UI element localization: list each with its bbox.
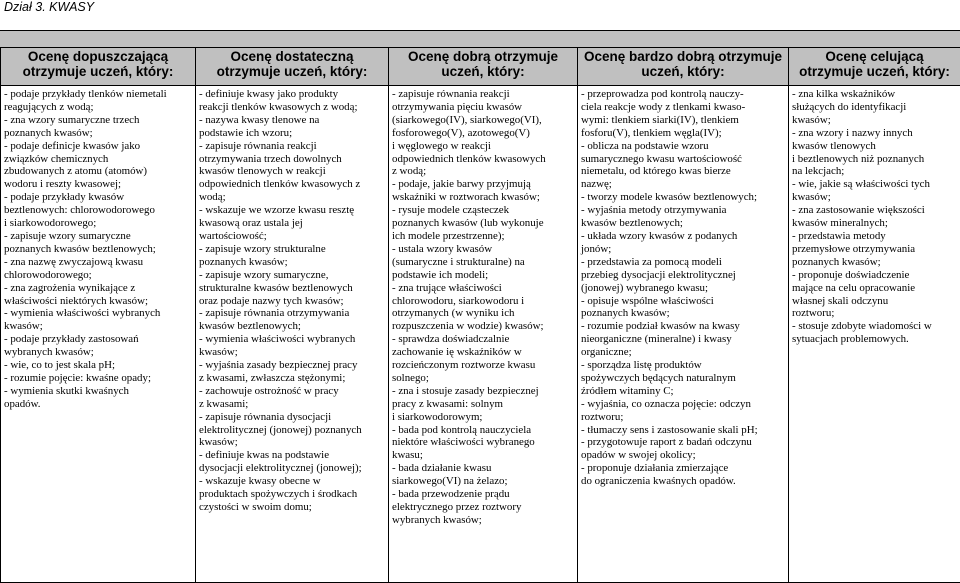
header-grade-dostateczna <box>196 48 389 86</box>
criteria-line: zbudowanych z atomu (atomów) <box>4 165 192 178</box>
criteria-line: - wyjaśnia metody otrzymywania <box>581 204 785 217</box>
criteria-line: i węglowego w reakcji <box>392 140 574 153</box>
criteria-line: chlorowodorowego; <box>4 269 192 282</box>
criteria-line: - rozumie pojęcie: kwaśne opady; <box>4 372 192 385</box>
criteria-line: wskaźniki w roztworach kwasów; <box>392 191 574 204</box>
criteria-line: wybranych kwasów; <box>4 346 192 359</box>
criteria-line: solnego; <box>392 372 574 385</box>
criteria-line: - zapisuje równania otrzymywania <box>199 307 385 320</box>
criteria-line: (siarkowego(IV), siarkowego(VI), <box>392 114 574 127</box>
criteria-line: - ustala wzory kwasów <box>392 243 574 256</box>
criteria-line: wodą; <box>199 191 385 204</box>
criteria-line: do ograniczenia kwaśnych opadów. <box>581 475 785 488</box>
criteria-line: - definiuje kwas na podstawie <box>199 449 385 462</box>
criteria-line: spożywczych będących naturalnym <box>581 372 785 385</box>
criteria-line: właściwości niektórych kwasów; <box>4 295 192 308</box>
criteria-line: opadów. <box>4 398 192 411</box>
header-line: Ocenę dopuszczającą <box>28 49 168 64</box>
criteria-line: kwasów beztlenowych; <box>581 217 785 230</box>
criteria-line: - sprawdza doświadczalnie <box>392 333 574 346</box>
criteria-line: podstawie ich wzoru; <box>199 127 385 140</box>
criteria-line: - nazywa kwasy tlenowe na <box>199 114 385 127</box>
criteria-line: - tłumaczy sens i zastosowanie skali pH; <box>581 424 785 437</box>
header-grade-dopuszczajaca <box>1 48 196 86</box>
criteria-line: nieorganiczne (mineralne) i kwasy <box>581 333 785 346</box>
criteria-line: - wskazuje we wzorze kwasu resztę <box>199 204 385 217</box>
criteria-line: kwasów beztlenowych; <box>199 320 385 333</box>
criteria-line: - tworzy modele kwasów beztlenowych; <box>581 191 785 204</box>
header-line: otrzymuje uczeń, który: <box>217 64 368 79</box>
criteria-line: - przedstawia metody <box>792 230 957 243</box>
grading-criteria-table <box>0 47 960 583</box>
criteria-line: kwasów tlenowych <box>792 140 957 153</box>
criteria-line: zachowanie ię wskaźników w <box>392 346 574 359</box>
criteria-line: - podaje przykłady kwasów <box>4 191 192 204</box>
criteria-line: - zna kilka wskaźników <box>792 88 957 101</box>
criteria-line: - stosuje zdobyte wiadomości w <box>792 320 957 333</box>
criteria-line: niemetalu, od którego kwas bierze <box>581 165 785 178</box>
criteria-line: ich modele przestrzenne); <box>392 230 574 243</box>
criteria-line: poznanych kwasów; <box>792 256 957 269</box>
criteria-line: - bada działanie kwasu <box>392 462 574 475</box>
criteria-line: - bada pod kontrolą nauczyciela <box>392 424 574 437</box>
criteria-line: kwasów; <box>792 191 957 204</box>
criteria-line: rozcieńczonym roztworze kwasu <box>392 359 574 372</box>
criteria-line: siarkowego(VI) na żelazo; <box>392 475 574 488</box>
criteria-line: - zna wzory sumaryczne trzech <box>4 114 192 127</box>
criteria-line: - podaje przykłady zastosowań <box>4 333 192 346</box>
criteria-line: fosforowego(V), azotowego(V) <box>392 127 574 140</box>
criteria-line: - wymienia skutki kwaśnych <box>4 385 192 398</box>
criteria-line: niektóre właściwości wybranego <box>392 436 574 449</box>
criteria-line: ciela reakcje wody z tlenkami kwaso- <box>581 101 785 114</box>
header-line: Ocenę bardzo dobrą otrzymuje <box>584 49 782 64</box>
criteria-line: źródłem witaminy C; <box>581 385 785 398</box>
criteria-line: z kwasami, zwłaszcza stężonymi; <box>199 372 385 385</box>
criteria-line: przebieg dysocjacji elektrolitycznej <box>581 269 785 282</box>
criteria-line: - definiuje kwasy jako produkty <box>199 88 385 101</box>
criteria-line: i beztlenowych niż poznanych <box>792 153 957 166</box>
criteria-line: dysocjacji elektrolitycznej (jonowej); <box>199 462 385 475</box>
criteria-line: - bada przewodzenie prądu <box>392 488 574 501</box>
criteria-line: sumarycznego kwasu wartościowość <box>581 153 785 166</box>
criteria-line: - zapisuje równania reakcji <box>392 88 574 101</box>
criteria-line: otrzymywania trzech dowolnych <box>199 153 385 166</box>
criteria-line: własnej skali odczynu <box>792 295 957 308</box>
criteria-line: poznanych kwasów beztlenowych; <box>4 243 192 256</box>
criteria-line: (sumaryczne i strukturalne) na <box>392 256 574 269</box>
criteria-line: opadów w swojej okolicy; <box>581 449 785 462</box>
document-title: Dział 3. KWASY <box>4 0 94 14</box>
header-line: otrzymuje uczeń, który: <box>23 64 174 79</box>
criteria-line: wodoru i reszty kwasowej; <box>4 178 192 191</box>
criteria-line: - proponuje doświadczenie <box>792 269 957 282</box>
criteria-line: - oblicza na podstawie wzoru <box>581 140 785 153</box>
criteria-line: otrzymanych (w wyniku ich <box>392 307 574 320</box>
criteria-line: - podaje definicje kwasów jako <box>4 140 192 153</box>
criteria-line: - podaje, jakie barwy przyjmują <box>392 178 574 191</box>
criteria-line: - wie, co to jest skala pH; <box>4 359 192 372</box>
criteria-line: kwasu; <box>392 449 574 462</box>
criteria-line: roztworu; <box>581 411 785 424</box>
criteria-line: - zna zastosowanie większości <box>792 204 957 217</box>
criteria-line: mające na celu opracowanie <box>792 282 957 295</box>
criteria-line: - wymienia właściwości wybranych <box>4 307 192 320</box>
criteria-line: - rozumie podział kwasów na kwasy <box>581 320 785 333</box>
criteria-line: kwasów mineralnych; <box>792 217 957 230</box>
criteria-line: - przygotowuje raport z badań odczynu <box>581 436 785 449</box>
criteria-cell-dostateczna <box>196 86 389 583</box>
criteria-line: (jonowej) wybranego kwasu; <box>581 282 785 295</box>
criteria-line: - sporządza listę produktów <box>581 359 785 372</box>
criteria-line: - wyjaśnia, co oznacza pojęcie: odczyn <box>581 398 785 411</box>
criteria-line: - zna zagrożenia wynikające z <box>4 282 192 295</box>
criteria-line: - zna nazwę zwyczajową kwasu <box>4 256 192 269</box>
criteria-cell-dobra <box>389 86 578 583</box>
header-line: otrzymuje uczeń, który: <box>799 64 950 79</box>
criteria-line: przemysłowe otrzymywania <box>792 243 957 256</box>
criteria-line: poznanych kwasów; <box>4 127 192 140</box>
criteria-line: kwasów; <box>792 114 957 127</box>
criteria-line: czystości w swoim domu; <box>199 501 385 514</box>
header-grade-dobra <box>389 48 578 86</box>
criteria-table-wrapper <box>0 30 960 581</box>
criteria-line: - zapisuje równania dysocjacji <box>199 411 385 424</box>
criteria-line: strukturalne kwasów beztlenowych <box>199 282 385 295</box>
criteria-line: związków chemicznych <box>4 153 192 166</box>
criteria-line: wybranych kwasów; <box>392 514 574 527</box>
criteria-line: poznanych kwasów (lub wykonuje <box>392 217 574 230</box>
criteria-line: - zna wzory i nazwy innych <box>792 127 957 140</box>
criteria-line: elektrycznego przez roztwory <box>392 501 574 514</box>
criteria-line: - wskazuje kwasy obecne w <box>199 475 385 488</box>
criteria-row <box>1 86 960 583</box>
criteria-line: - zapisuje równania reakcji <box>199 140 385 153</box>
criteria-line: podstawie ich modeli; <box>392 269 574 282</box>
criteria-line: - rysuje modele cząsteczek <box>392 204 574 217</box>
criteria-cell-bardzo-dobra <box>578 86 789 583</box>
criteria-line: - zapisuje wzory sumaryczne, <box>199 269 385 282</box>
criteria-cell-dopuszczajaca <box>1 86 196 583</box>
criteria-line: odpowiednich tlenków kwasowych <box>392 153 574 166</box>
criteria-line: kwasów; <box>199 436 385 449</box>
criteria-line: - wymienia właściwości wybranych <box>199 333 385 346</box>
header-row <box>1 48 960 86</box>
criteria-line: produktach spożywczych i środkach <box>199 488 385 501</box>
criteria-line: kwasów tlenowych w reakcji <box>199 165 385 178</box>
criteria-line: reakcji tlenków kwasowych z wodą; <box>199 101 385 114</box>
criteria-line: roztworu; <box>792 307 957 320</box>
criteria-line: organiczne; <box>581 346 785 359</box>
criteria-line: - opisuje wspólne właściwości <box>581 295 785 308</box>
criteria-line: jonów; <box>581 243 785 256</box>
criteria-line: - wyjaśnia zasady bezpiecznej pracy <box>199 359 385 372</box>
criteria-line: i siarkowodorowym; <box>392 411 574 424</box>
criteria-line: fosforu(V), tlenkiem węgla(IV); <box>581 127 785 140</box>
criteria-line: rozpuszczenia w wodzie) kwasów; <box>392 320 574 333</box>
criteria-line: odpowiednich tlenków kwasowych z <box>199 178 385 191</box>
criteria-line: - przeprowadza pod kontrolą nauczy- <box>581 88 785 101</box>
criteria-line: wymi: tlenkiem siarki(IV), tlenkiem <box>581 114 785 127</box>
header-line: Ocenę celującą <box>825 49 923 64</box>
criteria-line: i siarkowodorowego; <box>4 217 192 230</box>
header-line: Ocenę dostateczną <box>230 49 353 64</box>
criteria-line: na lekcjach; <box>792 165 957 178</box>
criteria-line: reagujących z wodą; <box>4 101 192 114</box>
criteria-line: elektrolitycznej (jonowej) poznanych <box>199 424 385 437</box>
criteria-line: - zapisuje wzory sumaryczne <box>4 230 192 243</box>
criteria-line: oraz podaje nazwy tych kwasów; <box>199 295 385 308</box>
header-grade-bardzo-dobra <box>578 48 789 86</box>
criteria-line: - zna i stosuje zasady bezpiecznej <box>392 385 574 398</box>
criteria-line: - zapisuje wzory strukturalne <box>199 243 385 256</box>
criteria-line: - zna trujące właściwości <box>392 282 574 295</box>
criteria-line: - przedstawia za pomocą modeli <box>581 256 785 269</box>
header-line: uczeń, który: <box>441 64 524 79</box>
criteria-line: - układa wzory kwasów z podanych <box>581 230 785 243</box>
criteria-line: kwasów; <box>4 320 192 333</box>
criteria-line: wartościowość; <box>199 230 385 243</box>
criteria-line: poznanych kwasów; <box>581 307 785 320</box>
header-grade-celujaca <box>789 48 960 86</box>
criteria-line: kwasową oraz ustala jej <box>199 217 385 230</box>
criteria-line: z kwasami; <box>199 398 385 411</box>
criteria-line: chlorowodoru, siarkowodoru i <box>392 295 574 308</box>
criteria-line: - wie, jakie są właściwości tych <box>792 178 957 191</box>
criteria-line: pracy z kwasami: solnym <box>392 398 574 411</box>
criteria-line: nazwę; <box>581 178 785 191</box>
criteria-line: z wodą; <box>392 165 574 178</box>
table-top-band <box>0 30 960 47</box>
header-line: uczeń, który: <box>641 64 724 79</box>
criteria-line: służących do identyfikacji <box>792 101 957 114</box>
criteria-line: sytuacjach problemowych. <box>792 333 957 346</box>
header-line: Ocenę dobrą otrzymuje <box>408 49 558 64</box>
criteria-line: poznanych kwasów; <box>199 256 385 269</box>
criteria-line: kwasów; <box>199 346 385 359</box>
criteria-line: - podaje przykłady tlenków niemetali <box>4 88 192 101</box>
criteria-line: - proponuje działania zmierzające <box>581 462 785 475</box>
criteria-cell-celujaca <box>789 86 960 583</box>
criteria-line: beztlenowych: chlorowodorowego <box>4 204 192 217</box>
criteria-line: - zachowuje ostrożność w pracy <box>199 385 385 398</box>
criteria-line: otrzymywania pięciu kwasów <box>392 101 574 114</box>
